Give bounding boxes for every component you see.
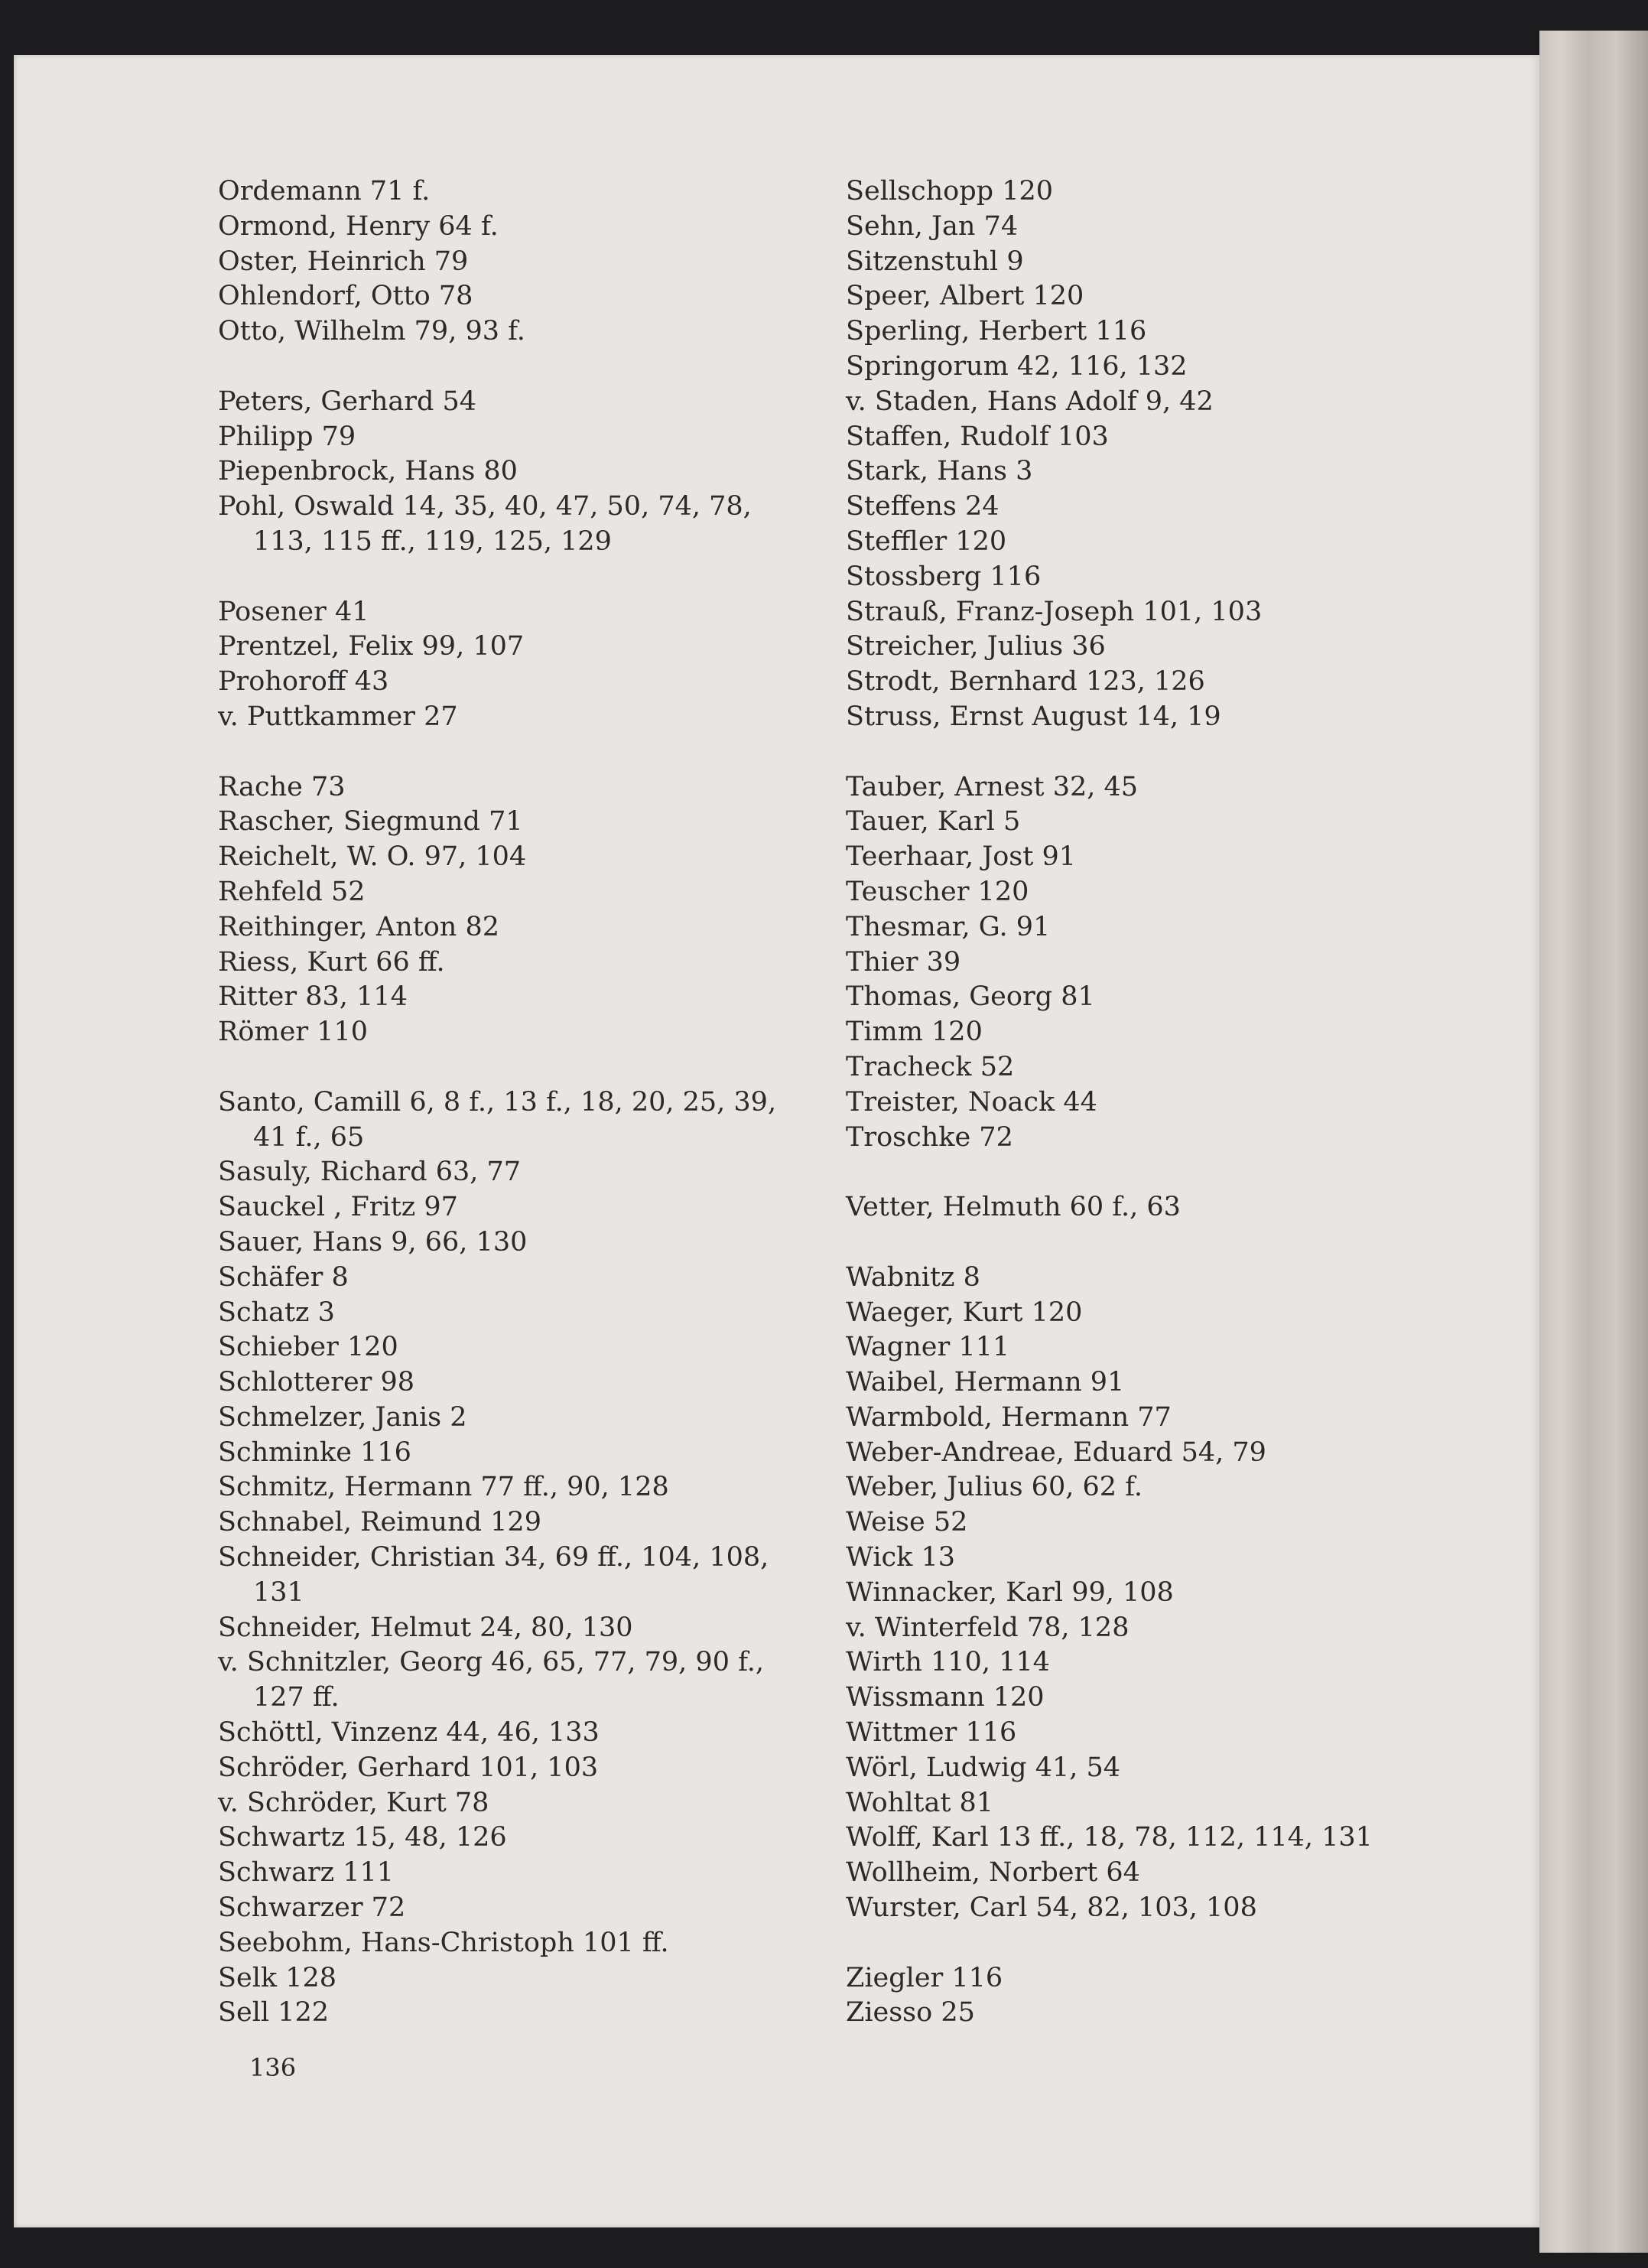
- section-gap: [846, 1225, 1473, 1261]
- index-entry-text: Wurster, Carl 54, 82, 103, 108: [846, 1892, 1257, 1924]
- index-entry: [846, 1996, 1473, 2031]
- index-column-right: [846, 174, 1473, 2031]
- index-entry-text: v. Puttkammer 27: [218, 701, 458, 732]
- index-entry: [218, 1611, 845, 1646]
- index-entry-text: Schnabel, Reimund 129: [218, 1507, 541, 1538]
- index-entry: [218, 245, 845, 280]
- index-entry: [218, 910, 845, 945]
- index-entry-text: Sperling, Herbert 116: [846, 316, 1147, 347]
- index-entry-text: Sitzenstuhl 9: [846, 246, 1024, 277]
- index-entry: [218, 770, 845, 805]
- index-entry: [846, 1751, 1473, 1786]
- index-entry-text: Schwarz 111: [218, 1857, 395, 1889]
- index-entry: [218, 1751, 845, 1786]
- index-entry: [846, 1891, 1473, 1926]
- index-entry-text: Ohlendorf, Otto 78: [218, 281, 473, 312]
- index-entry: [846, 525, 1473, 560]
- page-number: 136: [249, 2053, 297, 2082]
- index-entry: [846, 1961, 1473, 1996]
- index-entry: [846, 314, 1473, 350]
- index-entry-text: Ziegler 116: [846, 1962, 1003, 1993]
- index-entry-text: Speer, Albert 120: [846, 281, 1084, 312]
- index-entry: [218, 490, 845, 560]
- section-gap: [218, 735, 845, 770]
- index-entry-text: Schwartz 15, 48, 126: [218, 1822, 507, 1853]
- index-entry-text: Weber, Julius 60, 62 f.: [846, 1472, 1143, 1503]
- index-entry: [218, 1505, 845, 1541]
- index-entry-text: v. Staden, Hans Adolf 9, 42: [846, 386, 1214, 417]
- index-entry-text: Weise 52: [846, 1507, 968, 1538]
- index-entry-text: Schmitz, Hermann 77 ff., 90, 128: [218, 1472, 669, 1503]
- index-entry: [218, 420, 845, 455]
- index-entry: [846, 945, 1473, 981]
- index-entry: [218, 1225, 845, 1261]
- index-entry: [846, 350, 1473, 385]
- index-entry-text: Sauckel , Fritz 97: [218, 1192, 458, 1223]
- index-entry-text: Stark, Hans 3: [846, 456, 1033, 487]
- index-entry-text: Peters, Gerhard 54: [218, 386, 477, 417]
- index-entry: [218, 1891, 845, 1926]
- index-column-left: [218, 174, 845, 2031]
- index-entry-text: Schatz 3: [218, 1297, 335, 1328]
- index-entry-text: Streicher, Julius 36: [846, 631, 1106, 662]
- index-entry-text: Steffens 24: [846, 491, 1000, 522]
- index-entry-text: Strodt, Bernhard 123, 126: [846, 666, 1205, 698]
- index-entry-text: Strauß, Franz-Joseph 101, 103: [846, 596, 1263, 627]
- page-edge: [1539, 31, 1648, 2253]
- index-entry-text: Sauer, Hans 9, 66, 130: [218, 1226, 528, 1258]
- index-entry-continuation: 131: [253, 1577, 304, 1608]
- index-entry-continuation: 127 ff.: [253, 1682, 340, 1713]
- index-entry: [218, 595, 845, 630]
- index-entry: [218, 1085, 845, 1156]
- index-entry: [846, 560, 1473, 595]
- index-entry-text: Stossberg 116: [846, 561, 1042, 592]
- index-entry: [846, 174, 1473, 210]
- index-entry-text: Wabnitz 8: [846, 1261, 980, 1293]
- index-entry-continuation: 113, 115 ff., 119, 125, 129: [253, 526, 612, 557]
- index-entry: [846, 1681, 1473, 1716]
- index-entry: [846, 1261, 1473, 1296]
- index-entry-text: Oster, Heinrich 79: [218, 246, 469, 277]
- index-entry: [846, 1611, 1473, 1646]
- index-entry: [846, 700, 1473, 735]
- index-entry-text: v. Winterfeld 78, 128: [846, 1612, 1130, 1643]
- index-entry-text: Philipp 79: [218, 421, 356, 452]
- index-entry-text: Treister, Noack 44: [846, 1086, 1097, 1118]
- index-entry-text: Staffen, Rudolf 103: [846, 421, 1109, 452]
- index-entry: [218, 1015, 845, 1050]
- index-entry: [218, 279, 845, 314]
- index-entry-text: v. Schnitzler, Georg 46, 65, 77, 79, 90 f.,: [218, 1647, 765, 1678]
- index-entry-text: Piepenbrock, Hans 80: [218, 456, 518, 487]
- index-entry-text: Troschke 72: [846, 1121, 1013, 1153]
- index-entry: [846, 245, 1473, 280]
- index-entry: [846, 665, 1473, 700]
- index-entry-text: Riess, Kurt 66 ff.: [218, 946, 445, 978]
- index-entry: [846, 420, 1473, 455]
- index-entry: [846, 1121, 1473, 1156]
- index-entry-text: Warmbold, Hermann 77: [846, 1401, 1172, 1433]
- index-entry: [218, 1296, 845, 1331]
- index-entry: [218, 1645, 845, 1716]
- index-entry: [846, 1436, 1473, 1471]
- index-entry-text: Schmelzer, Janis 2: [218, 1401, 467, 1433]
- index-entry: [218, 1436, 845, 1471]
- index-entry: [846, 980, 1473, 1015]
- index-entry: [846, 1541, 1473, 1576]
- index-entry: [218, 1261, 845, 1296]
- index-entry-text: Rehfeld 52: [218, 876, 366, 907]
- index-entry: [218, 385, 845, 420]
- index-entry-text: Weber-Andreae, Eduard 54, 79: [846, 1437, 1266, 1468]
- index-entry-text: Schröder, Gerhard 101, 103: [218, 1752, 599, 1783]
- index-entry: [218, 1926, 845, 1961]
- index-entry-text: Thesmar, G. 91: [846, 911, 1051, 942]
- index-entry-text: Vetter, Helmuth 60 f., 63: [846, 1192, 1181, 1223]
- index-entry-text: Thier 39: [846, 946, 961, 978]
- index-entry: [218, 174, 845, 210]
- index-entry-text: Wollheim, Norbert 64: [846, 1857, 1140, 1889]
- index-entry: [218, 1961, 845, 1996]
- index-entry-text: Schwarzer 72: [218, 1892, 406, 1924]
- index-entry: [218, 1470, 845, 1505]
- index-entry-continuation: 41 f., 65: [253, 1121, 365, 1153]
- index-entry: [846, 875, 1473, 910]
- index-entry-text: Teerhaar, Jost 91: [846, 841, 1076, 873]
- index-entry-text: Wohltat 81: [846, 1787, 994, 1818]
- index-entry: [846, 1716, 1473, 1751]
- index-entry: [846, 454, 1473, 490]
- index-entry-text: Springorum 42, 116, 132: [846, 350, 1188, 382]
- index-entry-text: Steffler 120: [846, 526, 1007, 557]
- index-entry: [218, 980, 845, 1015]
- index-entry: [846, 210, 1473, 245]
- index-entry-text: Schöttl, Vinzenz 44, 46, 133: [218, 1717, 600, 1749]
- index-entry-text: v. Schröder, Kurt 78: [218, 1787, 489, 1818]
- index-entry-text: Waeger, Kurt 120: [846, 1297, 1083, 1328]
- index-entry-text: Santo, Camill 6, 8 f., 13 f., 18, 20, 25, 39,: [218, 1086, 777, 1118]
- section-gap: [846, 1926, 1473, 1961]
- index-entry: [218, 1401, 845, 1436]
- index-entry-text: Wagner 111: [846, 1332, 1010, 1363]
- index-entry: [218, 1786, 845, 1821]
- index-entry: [218, 1155, 845, 1190]
- index-entry: [218, 875, 845, 910]
- index-entry-text: Waibel, Hermann 91: [846, 1367, 1125, 1398]
- index-entry: [846, 630, 1473, 665]
- index-entry: [846, 1576, 1473, 1611]
- index-entry: [218, 1996, 845, 2031]
- index-entry-text: Winnacker, Karl 99, 108: [846, 1577, 1174, 1608]
- index-entry: [846, 1296, 1473, 1331]
- index-entry-text: Timm 120: [846, 1017, 983, 1048]
- index-entry-text: Prentzel, Felix 99, 107: [218, 631, 525, 662]
- index-entry-text: Sehn, Jan 74: [846, 210, 1019, 242]
- index-entry: [846, 1856, 1473, 1891]
- index-entry-text: Wissmann 120: [846, 1682, 1045, 1713]
- index-entry: [846, 1085, 1473, 1121]
- index-entry-text: Otto, Wilhelm 79, 93 f.: [218, 316, 525, 347]
- index-entry: [218, 1821, 845, 1856]
- index-entry: [846, 279, 1473, 314]
- index-entry: [846, 1821, 1473, 1856]
- index-entry-text: Schneider, Christian 34, 69 ff., 104, 108,: [218, 1542, 769, 1573]
- index-entry-text: Wolff, Karl 13 ff., 18, 78, 112, 114, 131: [846, 1822, 1373, 1853]
- index-entry-text: Rache 73: [218, 771, 346, 802]
- index-entry: [218, 454, 845, 490]
- index-entry: [218, 700, 845, 735]
- index-entry-text: Wick 13: [846, 1542, 956, 1573]
- index-entry-text: Wittmer 116: [846, 1717, 1017, 1749]
- index-entry: [218, 1365, 845, 1401]
- index-entry: [846, 1470, 1473, 1505]
- index-entry: [846, 490, 1473, 525]
- index-entry: [218, 1541, 845, 1611]
- index-entry: [846, 805, 1473, 840]
- index-entry: [218, 840, 845, 875]
- index-entry-text: Schneider, Helmut 24, 80, 130: [218, 1612, 633, 1643]
- index-entry-text: Ormond, Henry 64 f.: [218, 210, 499, 242]
- index-entry-text: Reichelt, W. O. 97, 104: [218, 841, 527, 873]
- index-entry: [218, 665, 845, 700]
- index-entry: [218, 314, 845, 350]
- index-entry: [846, 1786, 1473, 1821]
- index-entry: [218, 210, 845, 245]
- index-entry: [218, 1190, 845, 1225]
- index-entry-text: Wirth 110, 114: [846, 1647, 1050, 1678]
- index-entry-text: Sell 122: [218, 1997, 330, 2029]
- index-entry-text: Römer 110: [218, 1017, 368, 1048]
- index-entry: [218, 1856, 845, 1891]
- index-entry-text: Schäfer 8: [218, 1261, 349, 1293]
- index-entry-text: Reithinger, Anton 82: [218, 911, 500, 942]
- index-entry-text: Schlotterer 98: [218, 1367, 415, 1398]
- index-entry-text: Pohl, Oswald 14, 35, 40, 47, 50, 74, 78,: [218, 491, 752, 522]
- index-entry: [846, 1505, 1473, 1541]
- index-entry-text: Rascher, Siegmund 71: [218, 806, 523, 838]
- index-entry-text: Ordemann 71 f.: [218, 176, 431, 207]
- index-entry-text: Wörl, Ludwig 41, 54: [846, 1752, 1121, 1783]
- index-entry: [846, 1365, 1473, 1401]
- index-entry-text: Prohoroff 43: [218, 666, 389, 698]
- section-gap: [218, 1050, 845, 1085]
- index-entry: [218, 630, 845, 665]
- section-gap: [218, 560, 845, 595]
- section-gap: [218, 350, 845, 385]
- index-entry: [846, 595, 1473, 630]
- index-entry-text: Schieber 120: [218, 1332, 398, 1363]
- index-entry-text: Struss, Ernst August 14, 19: [846, 701, 1221, 732]
- index-entry-text: Sellschopp 120: [846, 176, 1053, 207]
- index-entry: [846, 1015, 1473, 1050]
- index-entry: [218, 1716, 845, 1751]
- index-entry-text: Tauer, Karl 5: [846, 806, 1021, 838]
- index-entry-text: Seebohm, Hans-Christoph 101 ff.: [218, 1927, 669, 1958]
- index-entry: [218, 1330, 845, 1365]
- index-entry: [846, 1190, 1473, 1225]
- index-entry: [846, 1401, 1473, 1436]
- index-entry-text: Selk 128: [218, 1962, 337, 1993]
- index-entry-text: Sasuly, Richard 63, 77: [218, 1157, 522, 1188]
- index-entry: [846, 1330, 1473, 1365]
- index-entry: [846, 770, 1473, 805]
- index-entry-text: Tauber, Arnest 32, 45: [846, 771, 1139, 802]
- index-entry-text: Thomas, Georg 81: [846, 981, 1095, 1013]
- index-entry: [846, 910, 1473, 945]
- index-entry-text: Ritter 83, 114: [218, 981, 408, 1013]
- index-entry: [218, 945, 845, 981]
- index-entry: [846, 1050, 1473, 1085]
- index-entry-text: Tracheck 52: [846, 1051, 1015, 1082]
- index-entry-text: Teuscher 120: [846, 876, 1029, 907]
- index-entry: [846, 840, 1473, 875]
- index-entry-text: Posener 41: [218, 596, 369, 627]
- section-gap: [846, 735, 1473, 770]
- index-entry: [218, 805, 845, 840]
- section-gap: [846, 1155, 1473, 1190]
- index-entry: [846, 385, 1473, 420]
- index-entry: [846, 1645, 1473, 1681]
- index-entry-text: Schminke 116: [218, 1437, 411, 1468]
- index-entry-text: Ziesso 25: [846, 1997, 975, 2029]
